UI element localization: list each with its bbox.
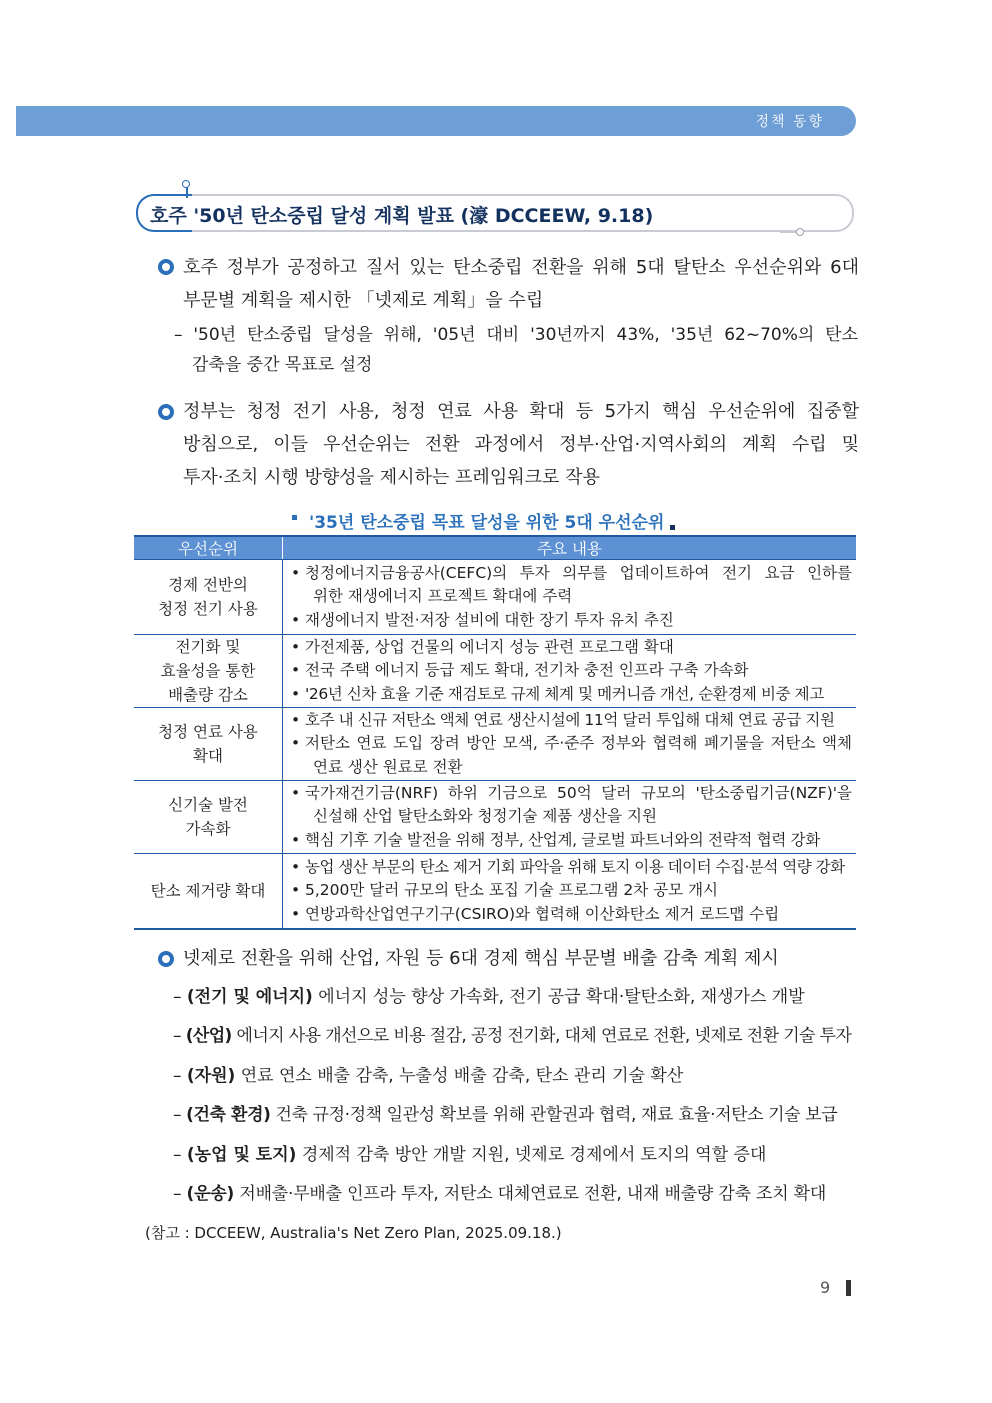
priority-line: 전기화 및 <box>175 638 241 656</box>
sector-label: (운송) <box>186 1184 235 1204</box>
table-caption <box>292 508 675 533</box>
list-item <box>291 782 852 829</box>
priority-cell <box>134 854 283 929</box>
sector-plan-item <box>173 1021 851 1051</box>
page-number-bar <box>846 1280 851 1296</box>
table-row <box>134 560 856 635</box>
priority-table <box>134 535 856 930</box>
sector-text: 저배출·무배출 인프라 투자, 저탄소 대체연료로 전환, 내재 배출량 감축 조치 확대 <box>239 1184 827 1204</box>
table-header-content: 주요 내용 <box>283 536 857 560</box>
priority-line: 가속화 <box>185 820 231 838</box>
list-item <box>291 732 852 779</box>
item-line: 전국 주택 에너지 등급 제도 확대, 전기차 충전 인프라 구축 가속화 <box>305 661 749 680</box>
priority-line: 탄소 제거량 확대 <box>150 881 266 900</box>
item-line: 신설해 산업 탈탄소화와 청정기술 제품 생산을 지원 <box>313 807 657 826</box>
content-cell <box>283 635 857 708</box>
priority-cell <box>134 635 283 708</box>
bullet-2-line-3: 투자·조치 시행 방향성을 제시하는 프레임워크로 작용 <box>183 467 600 488</box>
sector-plan-item <box>173 1100 837 1130</box>
content-cell <box>283 781 857 854</box>
sub-bullet-1 <box>174 320 858 380</box>
sector-text: 에너지 사용 개선으로 비용 절감, 공정 전기화, 대체 연료로 전환, 넷제로 전환 기술 투자 <box>236 1026 852 1046</box>
reference-note: (참고 : DCCEEW, Australia's Net Zero Plan, 2025.09.18.) <box>145 1224 562 1242</box>
dash: – <box>173 1184 182 1204</box>
item-line: • 저탄소 연료 도입 장려 방안 모색, 주·준주 정부와 협력해 폐기물을 저탄소 액체 <box>305 734 852 753</box>
bullet-icon <box>158 259 174 275</box>
bullet-1 <box>183 251 859 317</box>
item-line: 호주 내 신규 저탄소 액체 연료 생산시설에 11억 달러 투입해 대체 연료 공급 지원 <box>305 710 835 729</box>
title-decoration-dot <box>182 180 190 188</box>
table-row <box>134 635 856 708</box>
sector-plan-item <box>173 1179 826 1209</box>
priority-cell <box>134 708 283 781</box>
list-item <box>291 562 852 609</box>
priority-line: 배출량 감소 <box>168 686 248 704</box>
item-line: • 국가재건기금(NRF) 하위 기금으로 50억 달러 규모의 '탄소중립기금(NZF)'을 <box>305 783 852 802</box>
sector-plan-item <box>173 1140 766 1170</box>
list-item <box>291 879 852 903</box>
sector-text: 연료 연소 배출 감축, 누출성 배출 감축, 탄소 관리 기술 확산 <box>240 1066 684 1086</box>
item-line: 연방과학산업연구기구(CSIRO)와 협력해 이산화탄소 제거 로드맵 수립 <box>305 904 780 923</box>
table-caption-text: '35년 탄소중립 목표 달성을 위한 5대 우선순위 <box>309 513 665 533</box>
item-line: 재생에너지 발전·저장 설비에 대한 장기 투자 유치 추진 <box>305 610 674 629</box>
list-item <box>291 903 852 927</box>
sub-bullet-1-line-2: 감축을 중간 목표로 설정 <box>192 355 373 375</box>
sector-plan-item <box>173 982 805 1012</box>
list-item <box>291 683 852 707</box>
sector-label: (산업) <box>185 1026 232 1046</box>
sector-label: (건축 환경) <box>186 1105 271 1125</box>
item-line: 가전제품, 상업 건물의 에너지 성능 관련 프로그램 확대 <box>305 637 674 656</box>
priority-line: 효율성을 통한 <box>160 662 256 680</box>
item-line: 핵심 기후 기술 발전을 위해 정부, 산업계, 글로벌 파트너와의 전략적 협력 강화 <box>305 830 821 849</box>
list-item <box>291 609 852 633</box>
table-header-priority: 우선순위 <box>134 536 283 560</box>
item-line: '26년 신차 효율 기준 재검토로 규제 체계 및 메커니즘 개선, 순환경제 비중 제고 <box>305 684 824 703</box>
table-row <box>134 781 856 854</box>
bullet-1-line-2: 부문별 계획을 제시한 「넷제로 계획」을 수립 <box>183 290 544 311</box>
list-item <box>291 709 852 733</box>
sector-label: (농업 및 토지) <box>186 1145 297 1165</box>
list-item <box>291 636 852 660</box>
content-cell <box>283 708 857 781</box>
sector-plan-item <box>173 1061 683 1091</box>
article-title: 호주 '50년 탄소중립 달성 계획 발표 (濠 DCCEEW, 9.18) <box>150 205 654 227</box>
content-cell <box>283 854 857 929</box>
caption-end-icon <box>670 525 675 530</box>
priority-cell <box>134 560 283 635</box>
list-item <box>291 856 852 880</box>
item-line: • 청정에너지금융공사(CEFC)의 투자 의무를 업데이트하여 전기 요금 인하를 <box>305 563 852 582</box>
dash: – <box>173 1066 182 1086</box>
sector-label: (전기 및 에너지) <box>186 987 313 1007</box>
bullet-icon <box>158 951 174 967</box>
priority-line: 확대 <box>193 747 223 765</box>
bullet-2-line-1: 정부는 청정 전기 사용, 청정 연료 사용 확대 등 5가지 핵심 우선순위에 집중할 <box>183 401 859 422</box>
bullet-3 <box>183 942 859 975</box>
priority-line: 경제 전반의 <box>168 576 248 594</box>
bullet-3-line-1: 넷제로 전환을 위해 산업, 자원 등 6대 경제 핵심 부문별 배출 감축 계획 제시 <box>183 948 779 969</box>
priority-line: 신기술 발전 <box>168 796 248 814</box>
sector-text: 건축 규정·정책 일관성 확보를 위해 관할권과 협력, 재료 효율·저탄소 기술 보급 <box>275 1105 838 1125</box>
caption-square-icon <box>292 515 297 520</box>
priority-line: 청정 전기 사용 <box>158 600 258 618</box>
section-label: 정책 동향 <box>755 114 824 130</box>
dash: – <box>173 1145 182 1165</box>
item-line: 위한 재생에너지 프로젝트 확대에 주력 <box>313 587 573 606</box>
sector-text: 에너지 성능 향상 가속화, 전기 공급 확대·탈탄소화, 재생가스 개발 <box>318 987 805 1007</box>
title-decoration-dot-grey <box>796 228 804 236</box>
table-header-row <box>134 536 856 560</box>
sector-text: 경제적 감축 방안 개발 지원, 넷제로 경제에서 토지의 역할 증대 <box>301 1145 767 1165</box>
bullet-2 <box>183 395 859 494</box>
bullet-1-line-1: 호주 정부가 공정하고 질서 있는 탄소중립 전환을 위해 5대 탈탄소 우선순위와 6대 <box>183 257 859 278</box>
sub-bullet-1-line-1: – '50년 탄소중립 달성을 위해, '05년 대비 '30년까지 43%, '35년 62~70%의 탄소 <box>174 325 858 345</box>
item-line: 연료 생산 원료로 전환 <box>313 757 463 776</box>
content-cell <box>283 560 857 635</box>
priority-cell <box>134 781 283 854</box>
dash: – <box>173 1026 181 1046</box>
list-item <box>291 659 852 683</box>
item-line: 5,200만 달러 규모의 탄소 포집 기술 프로그램 2차 공모 개시 <box>305 881 719 899</box>
bullet-icon <box>158 404 174 420</box>
dash: – <box>173 1105 182 1125</box>
table-row <box>134 708 856 781</box>
page-number: 9 <box>820 1278 831 1297</box>
list-item <box>291 829 852 853</box>
priority-line: 청정 연료 사용 <box>158 723 258 741</box>
table-row <box>134 854 856 929</box>
section-header-bar <box>16 106 856 136</box>
dash: – <box>173 987 182 1007</box>
item-line: 농업 생산 부문의 탄소 제거 기회 파악을 위해 토지 이용 데이터 수집·분석 역량 강화 <box>305 857 845 876</box>
sector-label: (자원) <box>186 1066 236 1086</box>
bullet-2-line-2: 방침으로, 이들 우선순위는 전환 과정에서 정부·산업·지역사회의 계획 수립 및 <box>183 434 859 455</box>
